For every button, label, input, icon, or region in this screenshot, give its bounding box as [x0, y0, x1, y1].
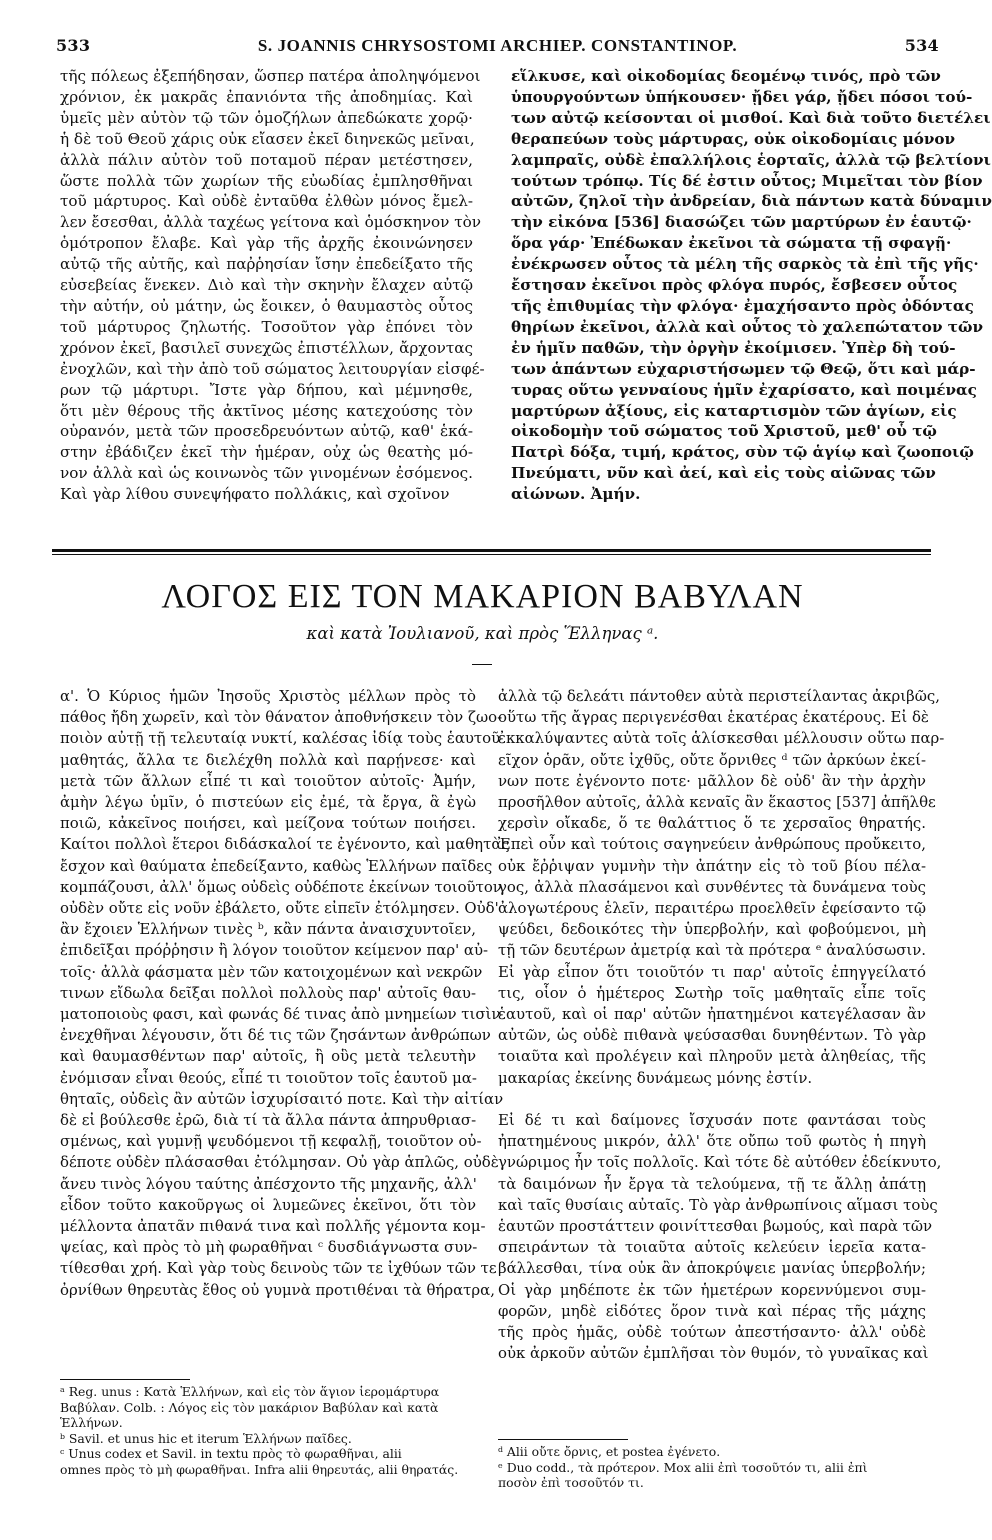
text-line: των ἁπάντων εὐχαριστήσωμεν τῷ Θεῷ, ὅτι καὶ μάρ- [511, 359, 976, 378]
section-rule-thin [52, 554, 931, 555]
text-line: νων ποτε ἐγένοντο ποτε· μᾶλλον δὲ οὐδ' ἂν τὴν ἀρχὴν [498, 771, 926, 790]
text-line: τοῦ μάρτυρος. Καὶ οὐδὲ ἐνταῦθα ἐλθὼν μόνος ἔμελ- [60, 192, 473, 211]
text-line: ἐν ἡμῖν παθῶν, τὴν ὀργὴν ἐκοίμισεν. Ὑπὲρ δὴ τού- [511, 338, 956, 357]
text-line: ὑμεῖς μὲν αὐτὸν τῷ τῶν ὁμοζήλων ἀπεδώκατε χορῷ· [60, 108, 473, 127]
text-line: ματοποιοὺς φασι, καὶ φωνάς δέ τινας ἀπὸ μνημείων τισὶν [60, 1005, 501, 1024]
top-right-column [511, 66, 992, 505]
footnote-line: omnes πρὸς τὸ μὴ φωραθῆναι. Infra alii θηρευτάς, alii θηρατάς. [60, 1461, 459, 1477]
text-line: οἰκοδομὴν τοῦ σώματος τοῦ Χριστοῦ, μεθ' οὗ τῷ [511, 422, 937, 441]
text-line: ὀρνίθων θηρευτὰς ἔθος οὐ γυμνὰ προτιθέναι τὰ θήρατρα, [60, 1280, 495, 1299]
text-line: αὐτῶν, ὡς οὐδὲ πιθανὰ ψεύσασθαι δυνηθέντων. Τὸ γὰρ [498, 1026, 926, 1045]
text-line: μαθητάς, ἄλλα τε διελέχθη πολλὰ καὶ παρῄνεσε· καὶ [60, 750, 476, 769]
text-line: ἐνοχλῶν, καὶ τὴν ἀπὸ τοῦ σώματος λειτουργίαν εἰσφέ- [60, 359, 485, 378]
text-line: οὐρανόν, μετὰ τῶν προσεδρευόντων αὐτῷ, καθ' ἑκά- [60, 422, 473, 441]
text-line: ἄνευ τινὸς λόγου ταύτης ἀπέσχοντο τῆς μηχανῆς, ἀλλ' [60, 1174, 477, 1193]
running-head [56, 36, 939, 60]
footnote-line: ᵃ Reg. unus : Κατὰ Ἑλλήνων, καὶ εἰς τὸν ἅγιον ἱερομάρτυρα [60, 1384, 440, 1399]
text-line: τίθεσθαι χρή. Καὶ γὰρ τοὺς δεινοὺς τῶν τε ἰχθύων τῶν τε [60, 1259, 497, 1278]
text-line: Πατρὶ δόξα, τιμή, κράτος, σὺν τῷ ἁγίῳ καὶ ζωοποιῷ [511, 443, 974, 462]
text-line: σπειράντων τὰ τοιαῦτα αὐτοῖς κελεύειν ἱερεῖα κατα- [498, 1238, 926, 1257]
text-line: ἐπιδεῖξαι πρόῤῥησιν ἢ λόγον τοιοῦτον κείμενον παρ' αὐ- [60, 941, 489, 960]
text-line: λαμπραῖς, οὐδὲ ἐπαλλήλοις ἑορταῖς, ἀλλὰ τῷ βελτίονι [511, 150, 991, 169]
text-line: ἔστησαν ἐκεῖνοι πρὸς φλόγα πυρός, ἔσβεσεν οὗτος [511, 276, 958, 295]
text-line: γνώριμος ἦν τοῖς πολλοῖς. Καὶ τότε δὲ αὐτόθεν ἐδείκνυτο, [498, 1153, 942, 1172]
text-line: καὶ θαυμασθέντων παρ' αὐτοῖς, ἢ οὓς μετὰ τελευτὴν [60, 1047, 476, 1066]
text-line: ἡ δὲ τοῦ Θεοῦ χάρις οὐκ εἴασεν ἐκεῖ διηνεκῶς μεῖναι, [60, 129, 475, 148]
oration-subtitle: καὶ κατὰ Ἰουλιανοῦ, καὶ πρὸς Ἕλληνας ᵃ. [306, 624, 659, 643]
footnotes-right [498, 1444, 926, 1491]
text-line: γος, ἀλλὰ πλασάμενοι καὶ συνθέντες τὰ δυνάμενα τοὺς [498, 877, 926, 896]
text-line: τούτων τρόπῳ. Τίς δέ ἐστιν οὗτος; Μιμεῖται τὸν βίον [511, 171, 983, 190]
text-line: εὐσεβείας ἕνεκεν. Διὸ καὶ τὴν σκηνὴν ἔλαχεν αὐτῷ [60, 276, 473, 295]
text-line: τις, οἷον ὁ ἡμέτερος Σωτὴρ τοῖς μαθηταῖς εἶπε τοῖς [498, 983, 926, 1002]
text-line [498, 1089, 926, 1110]
text-line: χρόνιον, ἐκ μακρᾶς ἐπανιόντα τῆς ἀποδημίας. Καὶ [60, 87, 473, 106]
text-line: νον ἀλλὰ καὶ ὡς κοινωνὸς τῶν γινομένων ἐσόμενος. [60, 464, 473, 483]
footnote-rule-left [60, 1379, 190, 1380]
text-line: Καὶ γὰρ λίθου συνεψήφατο πολλάκις, καὶ σχοῖνον [60, 485, 450, 504]
footnote-rule-right [498, 1439, 628, 1440]
text-line: ψείας, καὶ πρὸς τὸ μὴ φωραθῆναι ᶜ δυσδιάγνωστα συν- [60, 1238, 478, 1257]
text-line: ἠπατημένους μικρόν, ἀλλ' ὅτε οὔπω τοῦ φωτὸς ἡ πηγὴ [498, 1132, 926, 1151]
text-line: ὑπουργούντων ὑπήκουσεν· ᾔδει γάρ, ᾔδει πόσοι τού- [511, 87, 973, 106]
text-line: Εἰ δέ τι καὶ δαίμονες ἴσχυσάν ποτε φαντάσαι τοὺς [498, 1111, 926, 1130]
text-line: ἐκκαλύψαντες αὐτὰ τοῖς ἁλίσκεσθαι μέλλουσιν οὕτω παρ- [498, 729, 945, 748]
text-line: χρόνον ἐκεῖ, βασιλεῖ συνεχῶς ἐπιστέλλων, ἄρχοντας [60, 338, 473, 357]
text-line: πάθος ἤδη χωρεῖν, καὶ τὸν θάνατον ἀποθνήσκειν τὸν ζωο- [60, 708, 503, 727]
text-line: κομπάζουσι, ἀλλ' ὅμως οὐδεὶς οὐδέποτε ἐκείνων τοιοῦτον [60, 877, 502, 896]
text-line: τινων εἴδωλα δεῖξαι πολλοὶ πολλοὺς παρ' αὐτοῖς θαυ- [60, 983, 476, 1002]
text-line: τῆς πρὸς ἡμᾶς, οὐδὲ τούτων ἀπεστήσαντο· ἀλλ' οὐδὲ [498, 1323, 926, 1342]
text-line: τοῖς· ἀλλὰ φάσματα μὲν τῶν κατοιχομένων καὶ νεκρῶν [60, 962, 483, 981]
oration-title: ΛΟΓΟΣ ΕΙΣ ΤΟΝ ΜΑΚΑΡΙΟΝ ΒΑΒΥΛΑΝ [161, 578, 804, 615]
text-line: μακαρίας ἐκείνης δυνάμεως μόνης ἐστίν. [498, 1068, 813, 1087]
text-line: μαρτύρων ἀξίους, εἰς καταρτισμὸν τῶν ἁγίων, εἰς [511, 401, 957, 420]
text-line: ἀλογωτέρους ἑλεῖν, περαιτέρω προελθεῖν ἐφείσαντο τῷ [498, 899, 926, 918]
text-line: ρων τῷ μάρτυρι. Ἴστε γὰρ δήπου, καὶ μέμνησθε, [60, 380, 473, 399]
text-line: ἀλλὰ πάλιν αὐτὸν τοῦ ποταμοῦ πέραν μετέστησεν, [60, 150, 473, 169]
running-title: S. JOANNIS CHRYSOSTOMI ARCHIEP. CONSTANTINOP. [257, 36, 738, 55]
footnote-line: ᵇ Savil. et unus hic et iterum Ἑλλήνων παῖδες. [60, 1430, 352, 1446]
text-line: δέποτε οὐδὲν πλάσασθαι ἐτόλμησαν. Οὐ γὰρ ἁπλῶς, οὐδὲ [60, 1153, 499, 1172]
text-line: εἵλκυσε, καὶ οἰκοδομίας δεομένῳ τινός, πρὸ τῶν [511, 67, 941, 85]
text-line: ἀμὴν λέγω ὑμῖν, ὁ πιστεύων εἰς ἐμέ, τὰ ἔργα, ἃ ἐγὼ [60, 793, 476, 812]
text-line: ἔσχον καὶ θαύματα ἐπεδείξαντο, καθὼς Ἑλλήνων παῖδες [60, 856, 493, 875]
text-line: αὐτῷ τῆς αὐτῆς, καὶ παῤῥησίαν ἴσην ἐπεδείξατο τῆς [60, 255, 473, 274]
text-line: θεραπεύων τοὺς μάρτυρας, οὐκ οἰκοδομίαις μόνον [511, 129, 956, 148]
text-line: βάλλεσθαι, τίνα οὐκ ἂν ἀποκρύψειε μανίας ὑπερβολήν; [498, 1259, 926, 1278]
footnote-line: Βαβύλαν. Colb. : Λόγος εἰς τὸν μακάριον Βαβύλαν καὶ κατὰ [60, 1399, 439, 1415]
top-left-column [60, 66, 485, 505]
text-line: λεν ἔσεσθαι, ἀλλὰ ταχέως γείτονα καὶ ὁμόσκηνον τὸν [60, 213, 481, 232]
text-line: στην ἐβάδιζεν ἐκεῖ τὴν ἡμέραν, οὐχ ὡς θεατὴς μό- [60, 443, 473, 462]
text-line: ἑαυτῶν προστάττειν φοινίττεσθαι βωμούς, καὶ παρὰ τῶν [498, 1217, 933, 1236]
text-line: τυρας οὕτω γενναίους ἡμῖν ἐχαρίσατο, καὶ ποιμένας [511, 380, 977, 399]
text-line: ἑαυτοῦ, καὶ οἱ παρ' αὐτῶν ἠπατημένοι κατεγέλασαν ἂν [498, 1005, 926, 1024]
text-line: τῆς ἐπιθυμίας τὴν φλόγα· ἐμαχήσαντο πρὸς ὀδόντας [511, 296, 974, 315]
text-line: ποιῶ, κἀκεῖνος ποιήσει, καὶ μείζονα τούτων ποιήσει. [60, 814, 476, 833]
body-left-column [60, 686, 510, 1301]
text-line: μετὰ τῶν ἄλλων εἶπέ τι καὶ τοιοῦτον αὐτοῖς· Ἀμήν, [60, 771, 476, 790]
text-line: α'. Ὁ Κύριος ἡμῶν Ἰησοῦς Χριστὸς μέλλων πρὸς τὸ [60, 687, 476, 705]
text-line: οὕτω τῆς ἄγρας περιγενέσθαι ἑκατέρας ἑκατέρους. Εἰ δὲ [498, 708, 929, 727]
title-dash [472, 664, 492, 665]
text-line: ἀλλὰ τῷ δελεάτι πάντοθεν αὐτὰ περιστείλαντας ἀκριβῶς, [498, 687, 940, 705]
page-number-left: 533 [56, 36, 91, 55]
text-line: Πνεύματι, νῦν καὶ ἀεί, καὶ εἰς τοὺς αἰῶνας τῶν [511, 464, 936, 483]
text-line: σμένως, καὶ γυμνῇ ψευδόμενοι τῇ κεφαλῇ, τοιοῦτον οὐ- [60, 1132, 482, 1151]
footnote-line: Ἑλλήνων. [60, 1415, 123, 1430]
text-line: ψεύδει, δεδοικότες τὴν ὑπερβολήν, καὶ φοβούμενοι, μὴ [498, 920, 926, 939]
text-line: Ἐπεὶ οὖν καὶ τούτοις σαγηνεύειν ἀνθρώπους προὔκειτο, [498, 835, 926, 854]
text-line: ὅτι μὲν θέρους τῆς ἀκτῖνος μέσης κατεχούσης τὸν [60, 401, 473, 420]
text-line: τοιαῦτα καὶ προλέγειν καὶ πληροῦν μετὰ ἀληθείας, τῆς [498, 1047, 926, 1066]
text-line: αἰώνων. Ἀμήν. [511, 485, 641, 504]
text-line: καὶ ταῖς θυσίαις αὐταῖς. Τὸ γὰρ ἀνθρωπίνοις αἵμασι τοὺς [498, 1195, 938, 1214]
text-line: δὲ εἰ βούλεσθε ἐρῶ, διὰ τί τὰ ἄλλα πάντα ἀπηρυθριασ- [60, 1111, 477, 1130]
text-line: τοῦ μάρτυρος ζηλωτής. Τοσοῦτον γὰρ ἐπόνει τὸν [60, 317, 473, 336]
text-line: τὴν εἰκόνα [536] διασώζει τῶν μαρτύρων ἐν ἑαυτῷ· [511, 213, 972, 232]
text-line: εῖχον ὁρᾶν, οὔτε ἰχθῦς, οὔτε ὄρνιθες ᵈ τῶν ἀρκύων ἐκεί- [498, 750, 926, 769]
text-line: τὰ δαιμόνων ἦν ἔργα τὰ τελούμενα, τῇ τε ἄλλῃ ἀπάτῃ [498, 1174, 926, 1193]
text-line: τὴν αὐτήν, οὐ μάτην, ὡς ἔοικεν, ὁ θαυμαστὸς οὗτος [60, 296, 473, 315]
text-line: ὅρα γάρ· Ἐπέδωκαν ἐκεῖνοι τὰ σώματα τῇ σφαγῇ· [511, 234, 952, 253]
text-line: αὐτῶν, ζηλοῖ τὴν ἀνδρείαν, διὰ πάντων κατὰ δύναμιν [511, 192, 992, 211]
text-line: ἐνεχθῆναι λέγουσιν, ὅτι δέ τις τῶν ζησάντων ἀνθρώπων [60, 1026, 491, 1045]
text-line: φορῶν, μηδὲ εἰδότες ὅρον τινὰ καὶ πέρας τῆς μάχης [498, 1301, 926, 1320]
text-line: θηταῖς, οὐδεὶς ἂν αὐτῶν ἰσχυρίσαιτό ποτε. Καὶ τὴν αἰτίαν [60, 1089, 504, 1108]
section-rule-thick [52, 549, 931, 552]
text-line: χερσὶν οἴκαδε, ὅ τε θαλάττιος ὅ τε χερσαῖος θηρατής. [498, 814, 926, 833]
text-line: ὥστε πολλὰ τῶν χωρίων τῆς εὐωδίας ἐμπλησθῆναι [60, 171, 473, 190]
text-line: εἶδον τοῦτο κακοῦργως οἱ λυμεῶνες ἐκεῖνοι, ὅτι τὸν [60, 1195, 476, 1214]
text-line: των αὐτῷ κείσονται οἱ μισθοί. Καὶ διὰ τοῦτο διετέλει [511, 108, 991, 127]
body-right-column [498, 686, 945, 1365]
footnote-line: ᵈ Alii οὔτε ὄρνις, et postea ἐγένετο. [498, 1444, 721, 1459]
text-line: προσῆλθον αὐτοῖς, ἀλλὰ κεναῖς ἂν ἕκαστος [537] ἀπῆλθε [498, 793, 936, 812]
footnote-line: ᶜ Unus codex et Savil. in textu πρὸς τὸ φωραθῆναι, alii [60, 1446, 402, 1461]
text-line: ὁμότροπον ἔλαβε. Καὶ γὰρ τῆς ἀρχῆς ἐκοινώνησεν [60, 234, 473, 253]
text-line: τῆς πόλεως ἐξεπήδησαν, ὥσπερ πατέρα ἀποληψόμενοι [60, 67, 481, 85]
text-line: τῇ τῶν δευτέρων ἀμετρίᾳ καὶ τὰ πρότερα ᵉ ἀναλύσωσιν. [498, 941, 926, 960]
text-line: θηρίων ἐκεῖνοι, ἀλλὰ καὶ οὗτος τὸ χαλεπώτατον τῶν [511, 317, 983, 336]
text-line: οὐκ ἔῤῥιψαν γυμνὴν τὴν ἀπάτην εἰς τὸ τοῦ βίου πέλα- [498, 856, 926, 875]
text-line: ποιὸν αὐτῇ τῇ τελευταίᾳ νυκτί, καλέσας ἰδίᾳ τοὺς ἑαυτοῦ [60, 729, 501, 748]
footnotes-left [60, 1384, 476, 1477]
page-number-right: 534 [904, 36, 939, 55]
text-line: ἐνόμισαν εἶναι θεούς, εἶπέ τι τοιοῦτον τοῖς ἑαυτοῦ μα- [60, 1068, 477, 1087]
text-line: Εἰ γὰρ εἶπον ὅτι τοιοῦτόν τι παρ' αὐτοῖς ἐπηγγείλατό [498, 962, 926, 981]
footnote-line: ποσὸν ἐπὶ τοσοῦτόν τι. [498, 1475, 644, 1490]
text-line: ἐνέκρωσεν οὗτος τὰ μέλη τῆς σαρκὸς τὰ ἐπὶ τῆς γῆς· [511, 255, 979, 274]
text-line: ἂν ἔχοιεν Ἑλλήνων τινὲς ᵇ, κἂν πάντα ἀναισχυντοῖεν, [60, 920, 476, 939]
text-line: οὐκ ἀρκοῦν αὐτῶν ἐμπλῆσαι τὸν θυμόν, τὸ γυναῖκας καὶ [498, 1344, 929, 1363]
text-line: Καίτοι πολλοὶ ἕτεροι διδάσκαλοί τε ἐγένοντο, καὶ μαθητὰς [60, 835, 510, 854]
footnote-line: ᵉ Duo codd., τὰ πρότερον. Mox alii ἐπὶ τοσοῦτόν τι, alii ἐπὶ [498, 1459, 868, 1475]
text-line: μέλλοντα ἀπατᾶν πιθανά τινα καὶ πολλῆς γέμοντα κομ- [60, 1217, 486, 1236]
text-line: οὐδὲν οὔτε εἰς νοῦν ἐβάλετο, οὔτε εἰπεῖν ἐτόλμησεν. Οὐδ' [60, 899, 499, 918]
text-line: Οἱ γὰρ μηδέποτε ἐκ τῶν ἡμετέρων κορεννύμενοι συμ- [498, 1280, 926, 1299]
